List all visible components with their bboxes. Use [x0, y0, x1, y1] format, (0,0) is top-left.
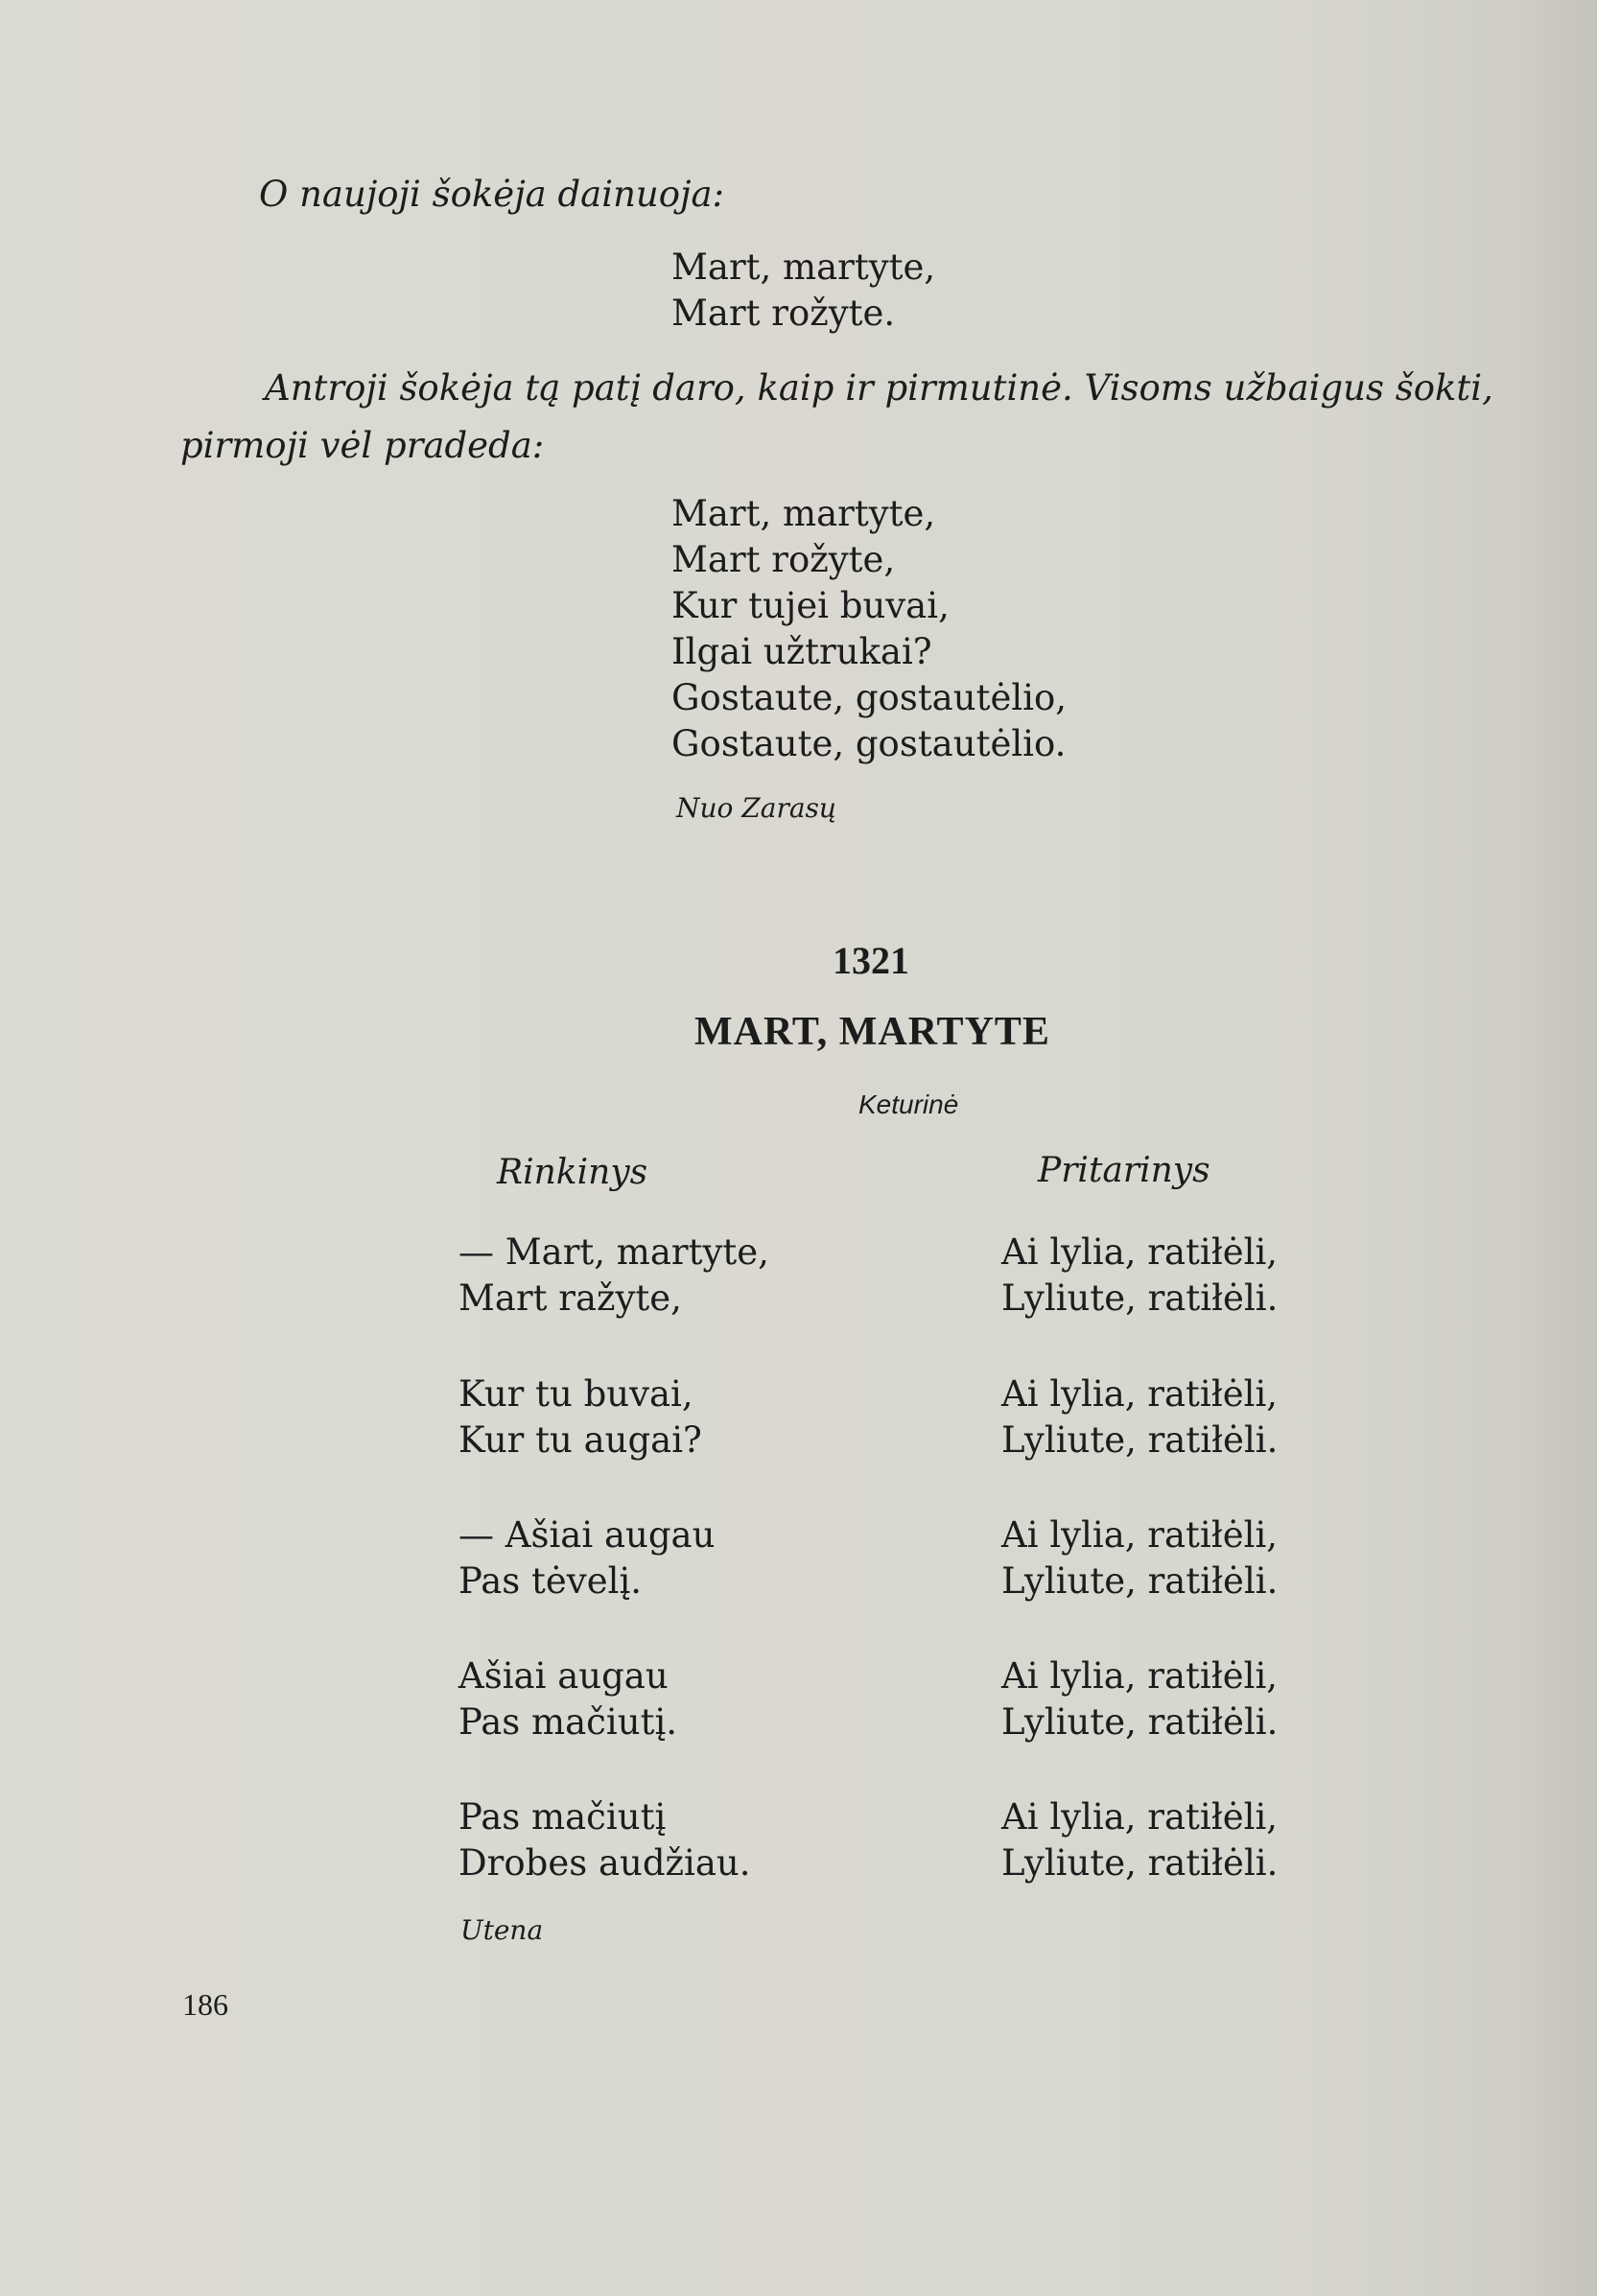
stanza-line: Pas mačiutį.: [458, 1701, 678, 1743]
stanza-line: Pas mačiutį: [458, 1796, 667, 1838]
left-column-heading: Rinkinys: [497, 1153, 648, 1192]
stanza-line: Ai lylia, ratiłėli,: [1001, 1231, 1279, 1273]
song-title: MART, MARTYTE: [694, 1010, 1050, 1054]
instruction-line-2: pirmoji vėl pradeda:: [180, 425, 545, 466]
verse-block-1: [671, 245, 935, 337]
left-stanza: [458, 1371, 702, 1464]
verse-line: Kur tujei buvai,: [671, 585, 950, 626]
stanza-line: Drobes audžiau.: [458, 1842, 751, 1884]
verse-line: Gostaute, gostautėlio,: [671, 677, 1068, 718]
verse-line: Mart, martyte,: [671, 493, 936, 534]
stanza-line: Ai lylia, ratiłėli,: [1001, 1373, 1279, 1415]
right-stanza: [1001, 1371, 1278, 1464]
stanza-line: Ai lylia, ratiłėli,: [1001, 1796, 1279, 1838]
stanza-line: Mart ražyte,: [458, 1277, 682, 1319]
stanza-line: Kur tu augai?: [458, 1419, 702, 1461]
verse-block-2: [671, 491, 1067, 767]
stanza-line: Ai lylia, ratiłėli,: [1001, 1514, 1279, 1556]
song-type: Keturinė: [858, 1089, 959, 1119]
stanza-line: — Ašiai augau: [458, 1514, 716, 1556]
verse-line: Gostaute, gostautėlio.: [671, 723, 1067, 764]
stanza-line: Ai lylia, ratiłėli,: [1001, 1655, 1279, 1697]
song-source: Utena: [460, 1914, 544, 1946]
right-stanza: [1001, 1653, 1278, 1745]
verse-line: Mart, martyte,: [671, 246, 936, 288]
stanza-line: Lyliute, ratiłėli.: [1001, 1701, 1279, 1743]
verse-line: Mart rožyte.: [671, 293, 896, 334]
left-stanza: [458, 1653, 677, 1745]
left-stanza: [458, 1512, 715, 1605]
left-stanza: [458, 1794, 751, 1886]
stanza-line: Ašiai augau: [458, 1655, 669, 1697]
song-number: 1321: [833, 939, 909, 982]
left-stanza: [458, 1230, 769, 1322]
stanza-line: Pas tėvelį.: [458, 1560, 643, 1602]
right-stanza: [1001, 1230, 1278, 1322]
stanza-line: Lyliute, ratiłėli.: [1001, 1842, 1279, 1884]
stanza-line: Lyliute, ratiłėli.: [1001, 1560, 1279, 1602]
right-stanza: [1001, 1794, 1278, 1886]
right-column-heading: Pritarinys: [1038, 1151, 1210, 1190]
verse-line: Ilgai užtrukai?: [671, 631, 932, 672]
stanza-line: — Mart, martyte,: [458, 1231, 769, 1273]
verse-line: Mart rožyte,: [671, 539, 896, 580]
stanza-line: Lyliute, ratiłėli.: [1001, 1419, 1279, 1461]
intro-line: O naujoji šokėja dainuoja:: [259, 174, 725, 215]
instruction-line-1: Antroji šokėja tą patį daro, kaip ir pirmutinė. Visoms užbaigus šokti,: [265, 367, 1493, 409]
source-label: Nuo Zarasų: [676, 792, 836, 824]
stanza-line: Kur tu buvai,: [458, 1373, 693, 1415]
right-stanza: [1001, 1512, 1278, 1605]
page-number: 186: [182, 1987, 228, 2022]
stanza-line: Lyliute, ratiłėli.: [1001, 1277, 1279, 1319]
